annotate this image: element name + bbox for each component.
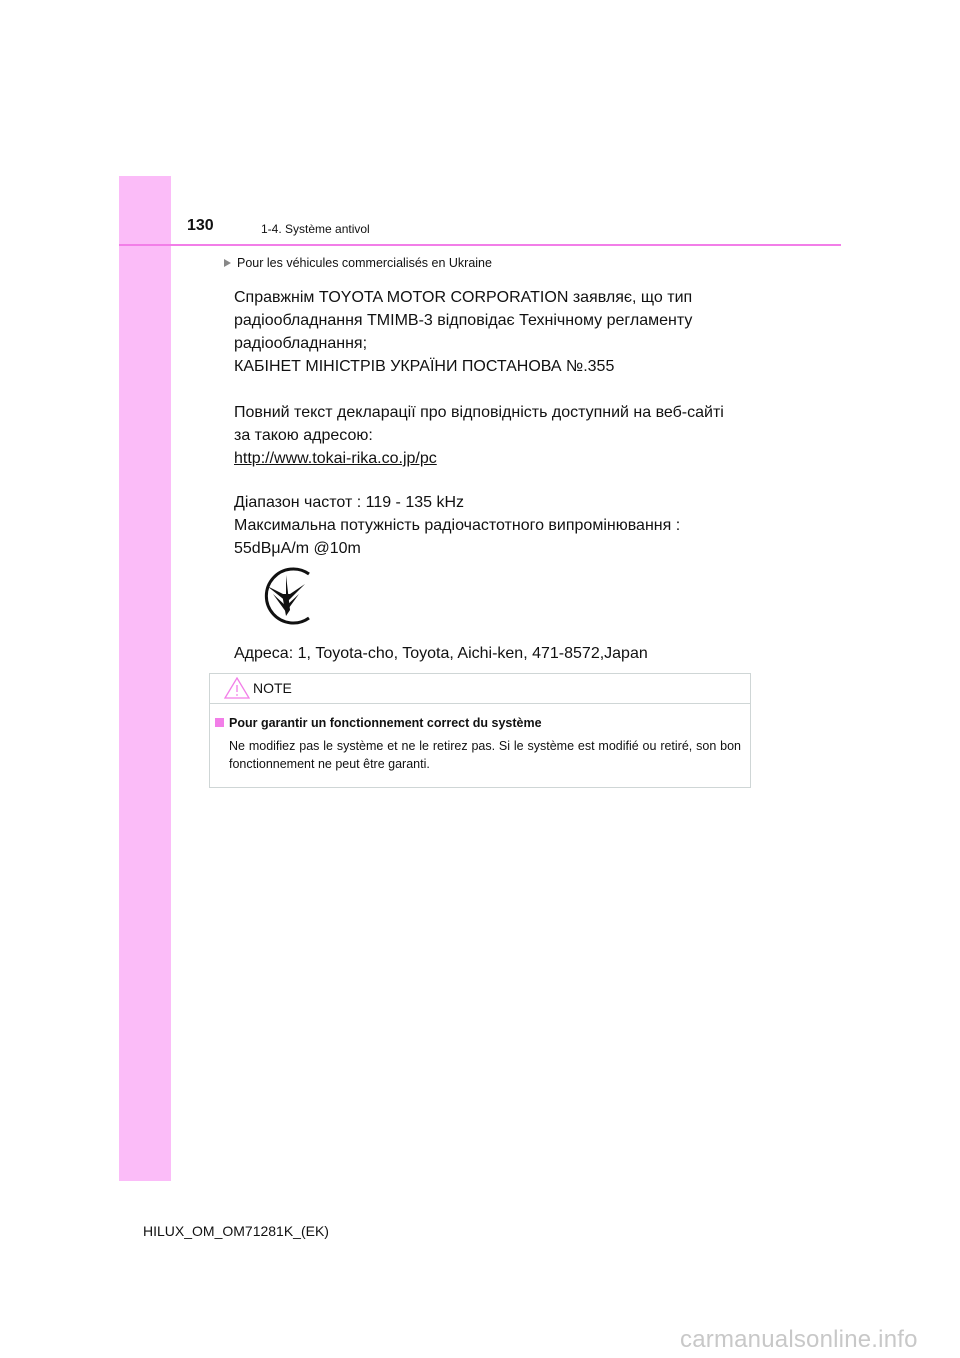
declaration-line: радіообладнання; [234,335,368,352]
footer-code: HILUX_OM_OM71281K_(EK) [143,1223,329,1239]
frequency-range: Діапазон частот : 119 - 135 kHz [234,494,465,511]
fulltext-line: за такою адресою: [234,427,373,444]
warning-triangle-icon [224,677,250,699]
watermark: carmanualsonline.info [680,1326,918,1353]
declaration-line: радіообладнання TMIMB-3 відповідає Технічному регламенту [234,312,693,329]
note-label: NOTE [253,680,292,696]
section-title: 1-4. Système antivol [261,222,370,236]
address: Адреса: 1, Toyota-cho, Toyota, Aichi-ken, 471-8572,Japan [234,645,648,662]
fulltext-line: Повний текст декларації про відповідність доступний на веб-сайті [234,404,724,421]
declaration-url-link[interactable]: http://www.tokai-rika.co.jp/pc [234,450,437,467]
power-line: 55dBμA/m @10m [234,540,361,557]
power-line: Максимальна потужність радіочастотного випромінювання : [234,517,681,534]
header-rule [119,244,841,246]
subheading-text: Pour les véhicules commercialisés en Ukraine [237,256,492,270]
sidebar-tab [119,176,171,1181]
note-title-text: Pour garantir un fonctionnement correct du système [229,716,542,730]
note-box [209,673,751,788]
page-number: 130 [187,217,214,234]
square-bullet-icon [215,718,224,727]
note-text: Ne modifiez pas le système et ne le retirez pas. Si le système est modifié ou retiré, son bon fonctionnement ne peut être garanti. [229,739,741,771]
subheading [224,256,492,270]
declaration-line: Справжнім TOYOTA MOTOR CORPORATION заявляє, що тип [234,289,693,306]
note-title [215,716,542,730]
declaration-line: КАБІНЕТ МІНІСТРІВ УКРАЇНИ ПОСТАНОВА №.355 [234,358,615,375]
note-header [210,674,750,704]
ukraine-conformity-mark-icon [257,566,315,633]
triangle-bullet-icon [224,259,231,267]
